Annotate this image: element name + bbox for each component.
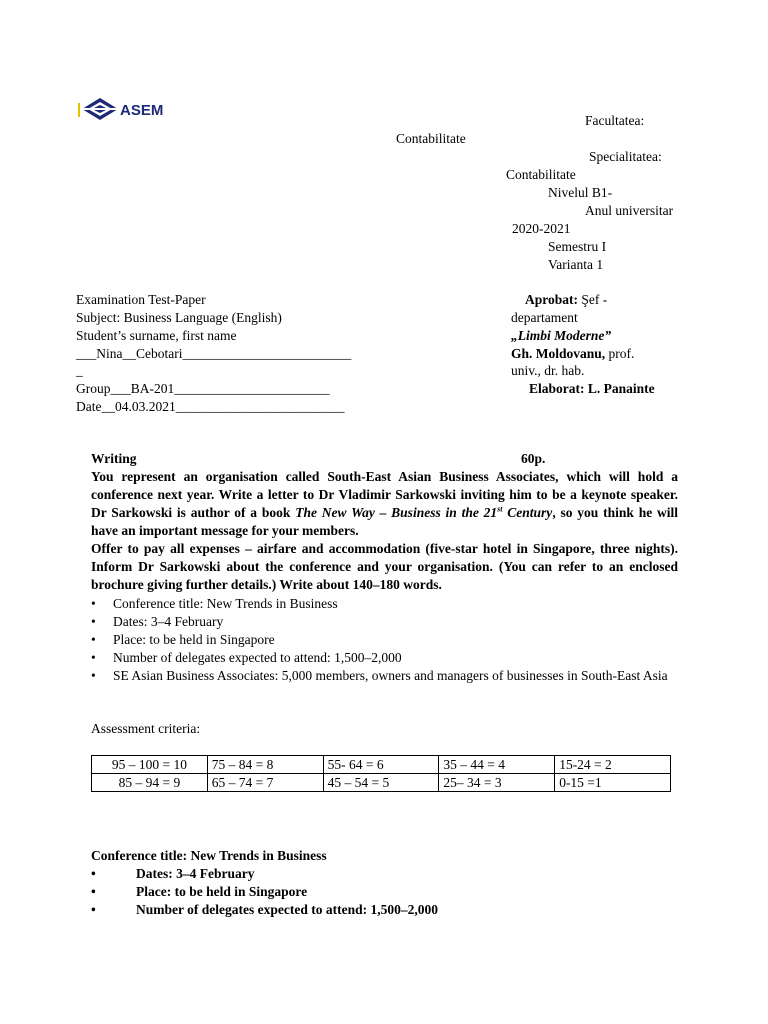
student-value: ___Nina__Cebotari_________________________	[76, 346, 352, 361]
exam-title: Examination Test-Paper	[76, 292, 206, 307]
book-title-sup: st	[497, 504, 503, 514]
specialty-value: Contabilitate	[506, 167, 576, 182]
approver-name: Gh. Moldovanu,	[511, 346, 606, 361]
list-item: • Dates: 3–4 February	[91, 613, 681, 631]
task-paragraph-2: Offer to pay all expenses – airfare and accommodation (five-star hotel in Singapore, three nights). Inform Dr Sarkowski about the conference and your organisation. (You can refer to an enclosed brochure giving further details.) Write about 140–180 words.	[91, 541, 678, 592]
faculty-label: Facultatea:	[585, 113, 645, 128]
approved-label: Aprobat:	[525, 292, 579, 307]
table-cell: 95 – 100 = 10	[92, 756, 208, 774]
prepared-name: L. Panainte	[584, 381, 655, 396]
list-item: • SE Asian Business Associates: 5,000 members, owners and managers of businesses in South-East Asia	[91, 667, 681, 685]
table-cell: 45 – 54 = 5	[323, 774, 439, 792]
prepared-label: Elaborat:	[529, 381, 585, 396]
book-title: The New Way – Business in the 21	[295, 505, 498, 520]
summary-title: Conference title: New Trends in Business	[91, 848, 327, 863]
table-cell: 35 – 44 = 4	[439, 756, 555, 774]
date-field: Date__04.03.2021_________________________	[76, 399, 345, 414]
year-value: 2020-2021	[512, 221, 571, 236]
writing-task	[91, 468, 678, 594]
list-item: • Number of delegates expected to attend: 1,500–2,000	[91, 902, 438, 917]
asem-logo-icon	[78, 96, 178, 122]
list-item: • Conference title: New Trends in Business	[91, 595, 681, 613]
writing-heading: Writing	[91, 451, 137, 466]
prepared-line	[529, 380, 655, 398]
assessment-label: Assessment criteria:	[91, 721, 201, 736]
task-text-1: You represent an organisation called South-East Asian Business Associates, which will hold a conference next year. Write a letter to Dr Vladimir Sarkowski inviting him to be a keynote speaker. Dr Sarkowski is author of a book	[91, 469, 678, 520]
table-row	[92, 756, 671, 774]
table-cell: 25– 34 = 3	[439, 774, 555, 792]
table-cell: 0-15 =1	[555, 774, 671, 792]
conference-details-list	[91, 595, 681, 685]
book-title-2: Century	[502, 505, 553, 520]
student-label: Student’s surname, first name	[76, 328, 237, 343]
student-overflow: _	[76, 363, 83, 378]
approver-title-2: univ., dr. hab.	[511, 363, 585, 378]
group-field: Group___BA-201_______________________	[76, 381, 330, 396]
approver-line	[511, 345, 634, 363]
specialty-label: Specialitatea:	[589, 149, 662, 164]
task-paragraph-1	[91, 468, 678, 540]
department-text: departament	[511, 310, 578, 325]
assessment-table	[91, 755, 671, 792]
asem-logo	[78, 96, 178, 122]
table-cell: 15-24 = 2	[555, 756, 671, 774]
table-cell: 65 – 74 = 7	[207, 774, 323, 792]
faculty-value: Contabilitate	[396, 131, 466, 146]
list-item: • Place: to be held in Singapore	[91, 884, 308, 899]
exam-subject: Subject: Business Language (English)	[76, 310, 282, 325]
approved-text: Şef -	[578, 292, 608, 307]
variant-text: Varianta 1	[548, 257, 604, 272]
list-item: • Place: to be held in Singapore	[91, 631, 681, 649]
table-cell: 75 – 84 = 8	[207, 756, 323, 774]
list-item: • Number of delegates expected to attend: 1,500–2,000	[91, 649, 681, 667]
conference-summary	[91, 847, 691, 919]
level-text: Nivelul B1-	[548, 185, 613, 200]
writing-points: 60p.	[521, 451, 546, 466]
approved-line	[525, 291, 607, 309]
list-item: • Dates: 3–4 February	[91, 866, 255, 881]
svg-text:ASEM: ASEM	[120, 102, 164, 119]
table-cell: 85 – 94 = 9	[92, 774, 208, 792]
department-name: „Limbi Moderne”	[511, 328, 612, 343]
table-cell: 55- 64 = 6	[323, 756, 439, 774]
table-row	[92, 774, 671, 792]
semester-text: Semestru I	[548, 239, 607, 254]
approver-title: prof.	[605, 346, 635, 361]
task-text-2: , so you think he will have an important message for your members.	[91, 505, 679, 538]
year-label: Anul universitar	[585, 203, 674, 218]
